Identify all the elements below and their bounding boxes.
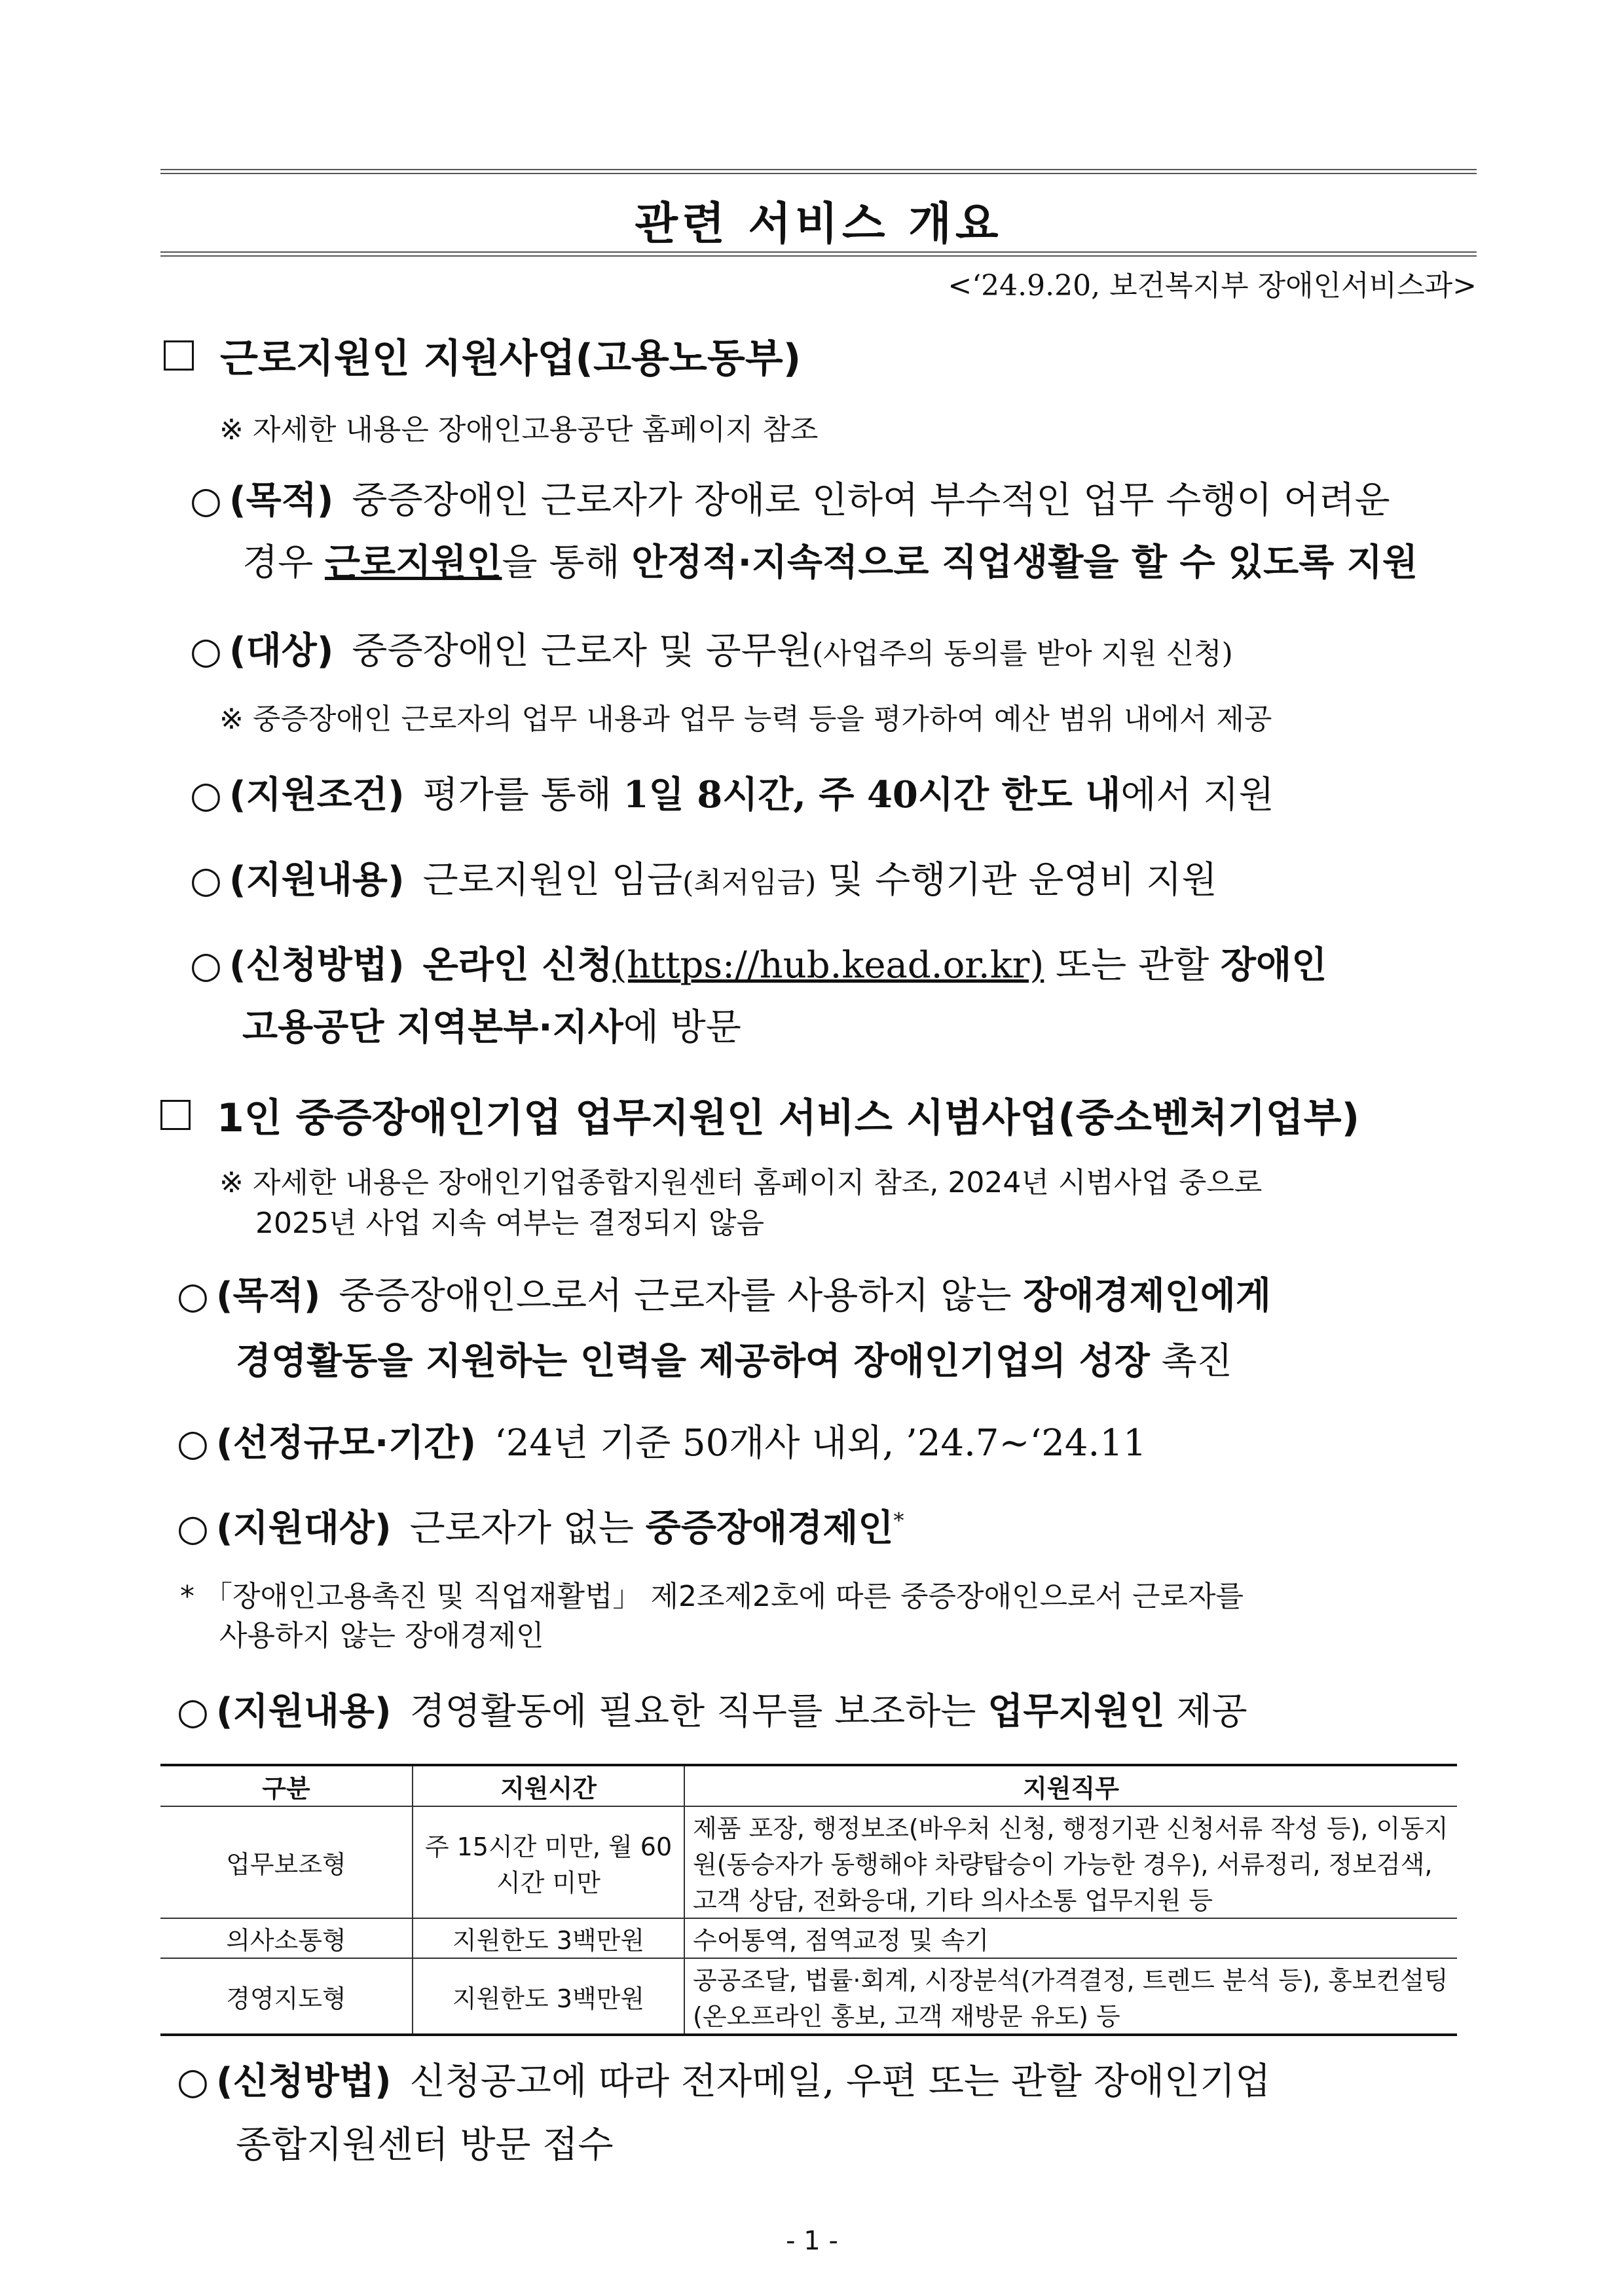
s2-purpose-text1b: 장애경제인에게 bbox=[1023, 1275, 1272, 1317]
s2-purpose-label: (목적) bbox=[216, 1275, 321, 1317]
s1-target-text: 중증장애인 근로자 및 공무원 bbox=[352, 630, 812, 672]
s1-condition-text-c: 에서 지원 bbox=[1120, 774, 1274, 816]
s2-target-label: (지원대상) bbox=[216, 1507, 392, 1550]
section2-heading bbox=[160, 1087, 1359, 1143]
s2-scale-text: ‘24년 기준 50개사 내외, ’24.7~‘24.11 bbox=[494, 1422, 1147, 1465]
table-header: 구분 bbox=[160, 1765, 413, 1806]
s1-target-label: (대상) bbox=[229, 630, 334, 672]
s1-target-small: (사업주의 동의를 받아 지원 신청) bbox=[811, 637, 1233, 670]
s2-footnote-line2: 사용하지 않는 장애경제인 bbox=[219, 1619, 544, 1652]
table-cell-type: 경영지도형 bbox=[160, 1958, 413, 2035]
circle-bullet-icon: ○ bbox=[190, 630, 222, 672]
s2-target-bold: 중증장애경제인 bbox=[645, 1507, 894, 1550]
table-cell-time: 지원한도 3백만원 bbox=[413, 1958, 684, 2035]
table-header: 지원직무 bbox=[684, 1765, 1457, 1806]
circle-bullet-icon: ○ bbox=[177, 1690, 209, 1733]
section1-note: ※ 자세한 내용은 장애인고용공단 홈페이지 참조 bbox=[219, 413, 819, 446]
s1-purpose-text2a: 경우 bbox=[242, 541, 325, 584]
top-rule bbox=[160, 169, 1477, 170]
s1-purpose-text2c: 을 통해 bbox=[502, 541, 632, 584]
table-row bbox=[160, 1958, 1457, 2035]
s2-content-line bbox=[177, 1683, 1247, 1735]
s1-condition-label: (지원조건) bbox=[229, 774, 405, 816]
s1-apply-line1 bbox=[190, 936, 1327, 989]
s1-apply-text-a: 또는 관할 bbox=[1044, 944, 1221, 987]
table-row bbox=[160, 1918, 1457, 1958]
s2-target-text: 근로자가 없는 bbox=[409, 1507, 646, 1550]
s1-content-text-b: 및 수행기관 운영비 지원 bbox=[816, 859, 1217, 902]
s1-purpose-label: (목적) bbox=[229, 479, 334, 522]
s2-purpose-text2a: 경영활동을 지원하는 인력을 제공하여 장애인기업의 성장 bbox=[236, 1340, 1150, 1383]
circle-bullet-icon: ○ bbox=[190, 774, 222, 816]
s1-content-label: (지원내용) bbox=[229, 859, 405, 902]
circle-bullet-icon: ○ bbox=[190, 479, 222, 522]
table-cell-duty: 공공조달, 법률·회계, 시장분석(가격결정, 트렌드 분석 등), 홍보컨설팅(온오프라인 홍보, 고객 재방문 유도) 등 bbox=[684, 1958, 1457, 2035]
section2-note-line1: ※ 자세한 내용은 장애인기업종합지원센터 홈페이지 참조, 2024년 시범사업 중으로 bbox=[219, 1166, 1263, 1199]
support-type-table bbox=[160, 1764, 1457, 2036]
s1-condition-line bbox=[190, 766, 1274, 818]
s1-purpose-text2d: 안정적·지속적으로 직업생활을 할 수 있도록 지원 bbox=[631, 541, 1418, 584]
s2-purpose-text2b: 촉진 bbox=[1149, 1340, 1232, 1383]
s1-content-small: (최저임금) bbox=[682, 866, 817, 900]
section2-title: 1인 중증장애인기업 업무지원인 서비스 시범사업(중소벤처기업부) bbox=[217, 1095, 1360, 1141]
s1-apply-visit: 에 방문 bbox=[623, 1006, 741, 1049]
circle-bullet-icon: ○ bbox=[177, 1275, 209, 1317]
s1-target-line bbox=[190, 622, 1233, 674]
s1-condition-text-b: 1일 8시간, 주 40시간 한도 내 bbox=[623, 773, 1121, 816]
section1-heading bbox=[164, 327, 801, 384]
title-rule bbox=[160, 251, 1477, 253]
title-rule-inner bbox=[160, 255, 1477, 257]
s2-scale-label: (선정규모·기간) bbox=[216, 1422, 477, 1465]
table-cell-duty: 수어통역, 점역교정 및 속기 bbox=[684, 1918, 1457, 1958]
page-number: - 1 - bbox=[786, 2226, 838, 2256]
s2-purpose-line1 bbox=[177, 1267, 1271, 1319]
section1-title: 근로지원인 지원사업(고용노동부) bbox=[220, 336, 802, 382]
s2-apply-line2: 종합지원센터 방문 접수 bbox=[236, 2124, 614, 2166]
s1-purpose-line1 bbox=[190, 471, 1390, 524]
table-cell-time: 주 15시간 미만, 월 60시간 미만 bbox=[413, 1806, 684, 1918]
circle-bullet-icon: ○ bbox=[177, 2060, 209, 2103]
table-cell-type: 의사소통형 bbox=[160, 1918, 413, 1958]
s1-apply-bold2: 장애인 bbox=[1221, 944, 1327, 987]
circle-bullet-icon: ○ bbox=[177, 1507, 209, 1550]
s2-apply-label: (신청방법) bbox=[216, 2060, 392, 2103]
s2-content-text: 경영활동에 필요한 직무를 보조하는 bbox=[409, 1690, 988, 1733]
s1-content-line bbox=[190, 851, 1217, 903]
s2-footnote-line1: * 「장애인고용촉진 및 직업재활법」 제2조제2호에 따른 중증장애인으로서 근로자를 bbox=[180, 1580, 1244, 1613]
s1-purpose-line2 bbox=[242, 534, 1418, 586]
section2-note-line2: 2025년 사업 지속 여부는 결정되지 않음 bbox=[255, 1207, 764, 1240]
s1-apply-url-link[interactable]: (https://hub.kead.or.kr) bbox=[612, 944, 1044, 987]
s2-purpose-text1a: 중증장애인으로서 근로자를 사용하지 않는 bbox=[339, 1275, 1024, 1317]
table-cell-duty: 제품 포장, 행정보조(바우처 신청, 행정기관 신청서류 작성 등), 이동지원(동승자가 동행해야 차량탑승이 가능한 경우), 서류정리, 정보검색, 고객 상담, 전화응대, 기타 의사소통 업무지원 등 bbox=[684, 1806, 1457, 1918]
s2-target-star: * bbox=[893, 1508, 904, 1533]
s2-content-bold: 업무지원인 bbox=[987, 1690, 1165, 1733]
circle-bullet-icon: ○ bbox=[177, 1422, 209, 1465]
checkbox-square-icon bbox=[160, 1100, 191, 1130]
table-cell-type: 업무보조형 bbox=[160, 1806, 413, 1918]
table-header-row bbox=[160, 1765, 1457, 1806]
top-rule-inner bbox=[160, 173, 1477, 174]
circle-bullet-icon: ○ bbox=[190, 859, 222, 902]
table-cell-time: 지원한도 3백만원 bbox=[413, 1918, 684, 1958]
page-title: 관련 서비스 개요 bbox=[635, 198, 1003, 250]
table-header: 지원시간 bbox=[413, 1765, 684, 1806]
s2-target-line bbox=[177, 1499, 904, 1552]
s2-content-text-b: 제공 bbox=[1164, 1690, 1247, 1733]
s1-purpose-text2b: 근로지원인 bbox=[325, 541, 502, 584]
s1-apply-line2 bbox=[242, 998, 741, 1051]
s1-purpose-text1: 중증장애인 근로자가 장애로 인하여 부수적인 업무 수행이 어려운 bbox=[352, 479, 1390, 522]
s1-apply-online: 온라인 신청 bbox=[422, 944, 613, 987]
s1-content-text-a: 근로지원인 임금 bbox=[422, 859, 683, 902]
table-row bbox=[160, 1806, 1457, 1918]
s2-purpose-line2 bbox=[236, 1332, 1232, 1385]
s1-apply-office: 고용공단 지역본부·지사 bbox=[242, 1006, 623, 1049]
s2-scale-line bbox=[177, 1414, 1147, 1467]
issue-date: <‘24.9.20, 보건복지부 장애인서비스과> bbox=[948, 269, 1477, 302]
s1-apply-label: (신청방법) bbox=[229, 944, 405, 987]
s1-target-note: ※ 중증장애인 근로자의 업무 내용과 업무 능력 등을 평가하여 예산 범위 내에서 제공 bbox=[219, 702, 1272, 736]
s2-apply-line1 bbox=[177, 2052, 1270, 2105]
s2-content-label: (지원내용) bbox=[216, 1690, 392, 1733]
checkbox-square-icon bbox=[164, 340, 194, 371]
circle-bullet-icon: ○ bbox=[190, 944, 222, 987]
s2-apply-text1: 신청공고에 따라 전자메일, 우편 또는 관할 장애인기업 bbox=[409, 2060, 1271, 2103]
s1-condition-text-a: 평가를 통해 bbox=[422, 774, 623, 816]
